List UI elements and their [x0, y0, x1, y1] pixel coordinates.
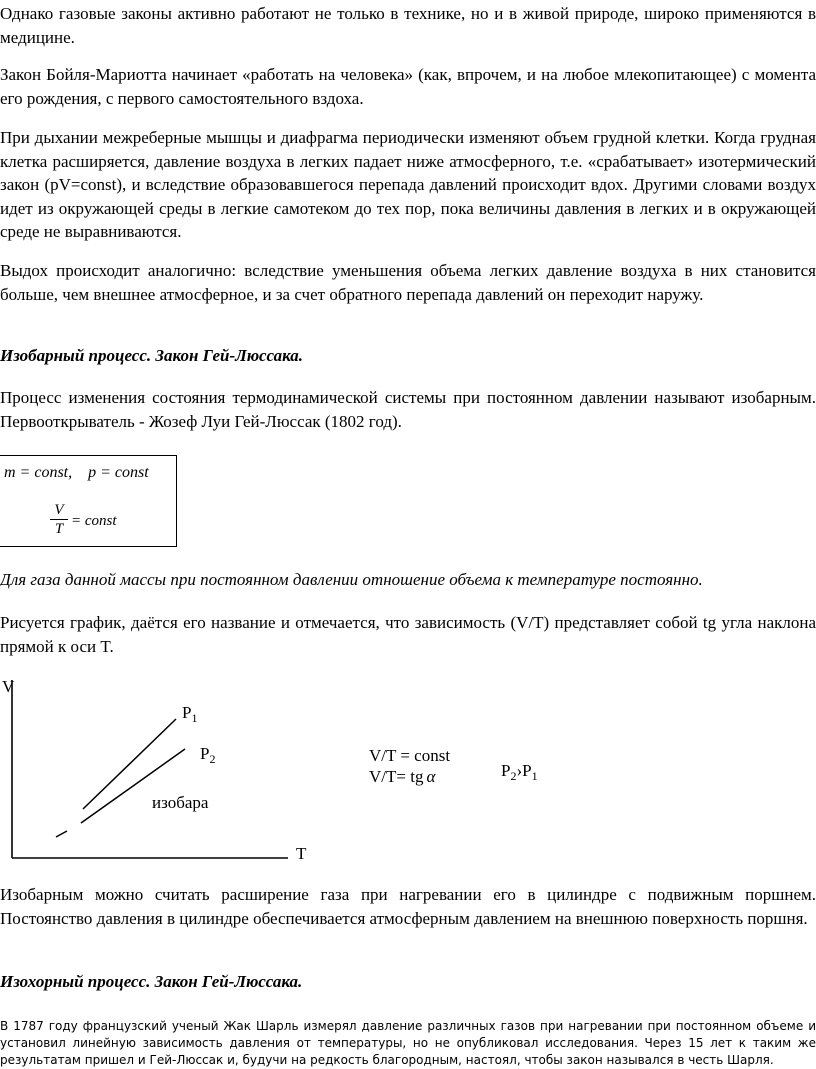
- paragraph-charles-history: В 1787 году французский ученый Жак Шарль измерял давление различных газов при нагревании при постоянном объеме и установил линейную зависимость давления от температуры, но не опубликовал исследования. Через 15 лет к таким же результатам пришел и Гей-Люссак и, будучи на редкость благородным, настоял, чтобы закон назывался в честь Шарля.: [0, 1019, 816, 1067]
- relation-p2-gt-p1: $P_2›P_1$: [501, 761, 538, 783]
- isobar-graph: [0, 672, 600, 867]
- formula-numerator: V: [54, 502, 64, 518]
- paragraph-graph-description: Рисуется график, даётся его название и отмечается, что зависимость (V/T) представляет собой tg угла наклона прямой к оси T.: [0, 613, 816, 656]
- paragraph-medicine: Однако газовые законы активно работают не только в технике, но и в живой природе, широко применяются в медицине.: [0, 4, 816, 47]
- formula-rhs: = const: [71, 513, 117, 529]
- formula-image: [0, 455, 177, 547]
- heading-isobaric: Изобарный процесс. Закон Гей-Люссака.: [0, 346, 304, 365]
- fraction-bar: [50, 519, 68, 520]
- formula-denominator: T: [54, 521, 64, 537]
- line-dash-extrapolation: [56, 831, 67, 837]
- heading-isochoric: Изохорный процесс. Закон Гей-Люссака.: [0, 972, 303, 991]
- x-axis-label: T: [296, 844, 307, 863]
- y-axis-label: V: [2, 677, 15, 696]
- paragraph-breathing: При дыхании межреберные мышцы и диафрагма периодически изменяют объем грудной клетки. Когда грудная клетка расширяется, давление воздуха в легких падает ниже атмосферного, т.е. «срабатывает» изотермический закон (pV=const), и вследствие образовавшегося перепада давлений происходит вдох. Другими словами воздух идет из окружающей среды в легкие самотеком до тех пор, пока величины давления в легких и в окружающей среде не выравниваются.: [0, 128, 816, 241]
- formula-conditions: m = const, p = const: [4, 464, 149, 481]
- label-p1: $P_1$: [182, 703, 198, 725]
- label-p2: $P_2$: [200, 744, 216, 766]
- equation-ratio-const: V/T = const: [369, 746, 451, 765]
- paragraph-exhale: Выдох происходит аналогично: вследствие уменьшения объема легких давление воздуха в них становится больше, чем внешнее атмосферное, и за счет обратного перепада давлений он переходит наружу.: [0, 261, 816, 304]
- formula-fraction: [50, 502, 68, 537]
- italic-law-statement: Для газа данной массы при постоянном давлении отношение объема к температуре постоянно.: [0, 570, 703, 589]
- label-isobar: изобара: [152, 793, 209, 812]
- paragraph-boyle-mariotte: Закон Бойля-Мариотта начинает «работать на человека» (как, впрочем, и на любое млекопитающее) с момента его рождения, с первого самостоятельного вздоха.: [0, 65, 816, 108]
- equation-ratio-tangent: V/T= tg α: [369, 767, 436, 786]
- paragraph-isobaric-definition: Процесс изменения состояния термодинамической системы при постоянном давлении называют изобарным. Первооткрыватель - Жозеф Луи Гей-Люссак (1802 год).: [0, 388, 816, 431]
- paragraph-piston: Изобарным можно считать расширение газа при нагревании его в цилиндре с подвижным поршнем. Постоянство давления в цилиндре обеспечивается атмосферным давлением на внешнюю поверхность поршня.: [0, 885, 816, 928]
